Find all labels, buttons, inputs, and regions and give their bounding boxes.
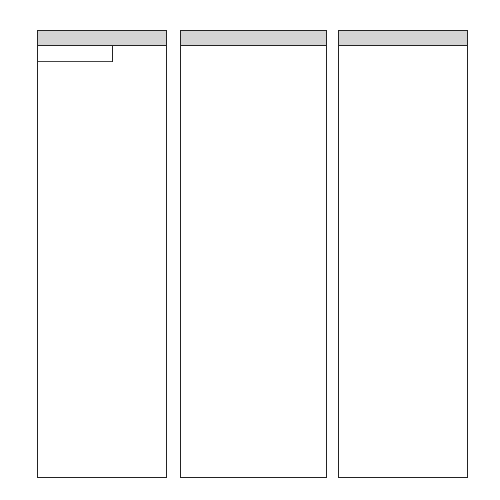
column-3-header-regular <box>339 31 467 46</box>
column-1-header <box>38 31 166 46</box>
column-2-header <box>181 31 326 46</box>
size-cell <box>38 46 112 62</box>
column-divider <box>112 46 113 62</box>
column-1-table <box>37 30 167 478</box>
column-2-table <box>180 30 327 478</box>
column-3-table <box>338 30 468 478</box>
